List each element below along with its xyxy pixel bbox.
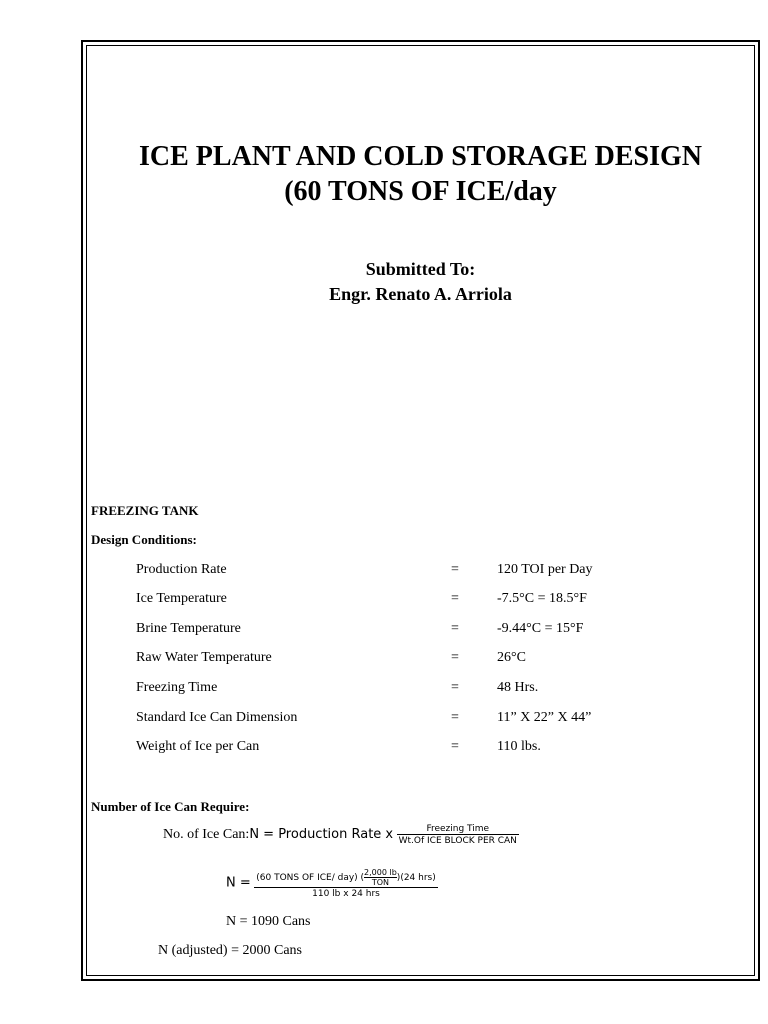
numerator-part: (60 TONS OF ICE/ day) [256, 873, 358, 883]
condition-value: 48 Hrs. [497, 680, 539, 695]
condition-value: -9.44°C = 15°F [497, 621, 584, 636]
condition-row [0, 591, 768, 609]
formula-fraction [397, 824, 519, 846]
condition-value: -7.5°C = 18.5°F [497, 591, 587, 606]
document-title-line1: ICE PLANT AND COLD STORAGE DESIGN [139, 141, 702, 172]
inner-denominator: TON [364, 877, 397, 887]
fraction-numerator: (60 TONS OF ICE/ day) ( 2,000 lb TON )(24 hrs) [256, 868, 436, 887]
formula-lhs: N = [226, 875, 251, 891]
formula-ice-can-count [163, 824, 519, 846]
condition-value: 26°C [497, 650, 526, 665]
formula-ice-can-substituted [226, 868, 438, 899]
condition-row [0, 739, 768, 757]
condition-label: Ice Temperature [136, 591, 227, 606]
condition-label: Standard Ice Can Dimension [136, 710, 298, 725]
result-ice-cans: N = 1090 Cans [226, 914, 311, 929]
result-ice-cans-adjusted: N (adjusted) = 2000 Cans [158, 943, 302, 958]
section-heading-freezing-tank: FREEZING TANK [91, 503, 199, 518]
condition-label: Weight of Ice per Can [136, 739, 260, 754]
condition-label: Freezing Time [136, 680, 218, 695]
section-heading-ice-can: Number of Ice Can Require: [91, 799, 250, 814]
condition-equals: = [451, 650, 459, 665]
numerator-part: (24 hrs) [400, 873, 436, 883]
design-conditions-heading: Design Conditions: [91, 532, 197, 547]
formula-fraction [254, 868, 438, 899]
condition-value: 110 lbs. [497, 739, 541, 754]
condition-equals: = [451, 680, 459, 695]
condition-value: 11” X 22” X 44” [497, 710, 592, 725]
condition-row [0, 562, 768, 580]
condition-row [0, 621, 768, 639]
condition-equals: = [451, 739, 459, 754]
submitted-to-name: Engr. Renato A. Arriola [329, 284, 512, 304]
condition-label: Production Rate [136, 562, 227, 577]
condition-equals: = [451, 562, 459, 577]
condition-equals: = [451, 591, 459, 606]
inner-fraction [364, 868, 397, 887]
document-title-line2: (60 TONS OF ICE/day [284, 176, 557, 207]
fraction-denominator: 110 lb x 24 hrs [254, 887, 438, 899]
formula-lhs: N = Production Rate x [249, 827, 394, 843]
formula-prefix: No. of Ice Can: [163, 827, 250, 843]
submitted-to-label: Submitted To: [365, 259, 476, 279]
inner-numerator: 2,000 lb [364, 868, 397, 877]
condition-equals: = [451, 621, 459, 636]
condition-row [0, 680, 768, 698]
condition-label: Raw Water Temperature [136, 650, 272, 665]
fraction-denominator: Wt.Of ICE BLOCK PER CAN [398, 836, 517, 846]
condition-row [0, 650, 768, 668]
fraction-numerator: Freezing Time [426, 824, 490, 834]
condition-equals: = [451, 710, 459, 725]
condition-value: 120 TOI per Day [497, 562, 593, 577]
condition-row [0, 710, 768, 728]
condition-label: Brine Temperature [136, 621, 241, 636]
